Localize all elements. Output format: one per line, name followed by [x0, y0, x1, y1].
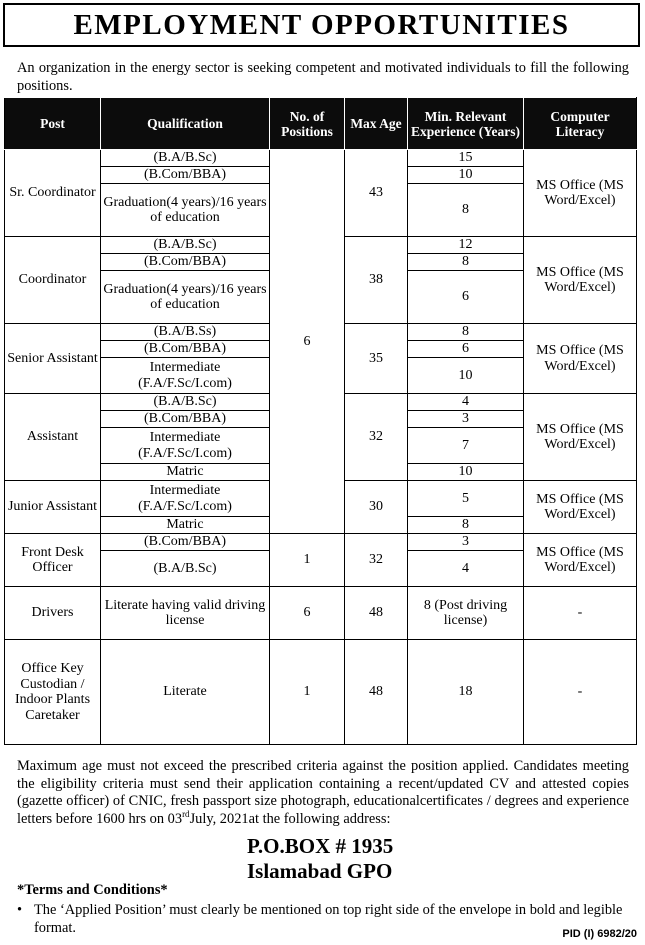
- qualification-cell: Literate: [101, 640, 270, 745]
- table-row: [5, 534, 637, 551]
- post-cell: Senior Assistant: [5, 324, 101, 394]
- experience-cell: 3: [408, 411, 524, 428]
- experience-cell: 8 (Post driving license): [408, 587, 524, 640]
- qualification-cell: (B.Com/BBA): [101, 534, 270, 551]
- experience-cell: 12: [408, 237, 524, 254]
- experience-cell: 10: [408, 167, 524, 184]
- pid-code: PID (I) 6982/20: [562, 928, 637, 940]
- post-cell: Assistant: [5, 394, 101, 481]
- instructions-before: Maximum age must not exceed the prescribed criteria against the position applied. Candidates meeting the eligibility criteria must send their application containing a recent/updated CV and attested copies (gazette officer) of CNIC, fresh passport size photograph, educationalcertificates / degrees and experience letters before 1600 hrs on 03: [17, 758, 629, 827]
- positions-cell: 6: [270, 587, 345, 640]
- experience-cell: 8: [408, 324, 524, 341]
- qualification-cell: (B.Com/BBA): [101, 254, 270, 271]
- qualification-cell: (B.A/B.Ss): [101, 324, 270, 341]
- computer-literacy-cell: -: [524, 640, 637, 745]
- qualification-cell: (B.Com/BBA): [101, 167, 270, 184]
- qualification-cell: Intermediate (F.A/F.Sc/I.com): [101, 481, 270, 517]
- computer-literacy-cell: MS Office (MS Word/Excel): [524, 394, 637, 481]
- computer-literacy-cell: MS Office (MS Word/Excel): [524, 534, 637, 587]
- post-cell: Junior Assistant: [5, 481, 101, 534]
- terms-item-text: The ‘Applied Position’ must clearly be mentioned on top right side of the envelope in bold and legible format.: [34, 902, 623, 936]
- post-cell: Office Key Custodian / Indoor Plants Caretaker: [5, 640, 101, 745]
- max-age-cell: 32: [345, 534, 408, 587]
- max-age-cell: 35: [345, 324, 408, 394]
- max-age-cell: 43: [345, 150, 408, 237]
- positions-table: [4, 97, 637, 745]
- experience-cell: 18: [408, 640, 524, 745]
- experience-cell: 4: [408, 394, 524, 411]
- experience-cell: 4: [408, 551, 524, 587]
- qualification-cell: Graduation(4 years)/16 years of education: [101, 184, 270, 237]
- qualification-cell: Intermediate (F.A/F.Sc/I.com): [101, 358, 270, 394]
- max-age-cell: 30: [345, 481, 408, 534]
- instructions-text: [17, 758, 629, 828]
- intro-text: An organization in the energy sector is seeking competent and motivated individuals to fill the following positions.: [17, 60, 629, 94]
- instructions-superscript: rd: [182, 808, 190, 819]
- post-cell: Drivers: [5, 587, 101, 640]
- qualification-cell: Matric: [101, 464, 270, 481]
- experience-cell: 6: [408, 341, 524, 358]
- experience-cell: 5: [408, 481, 524, 517]
- experience-cell: 3: [408, 534, 524, 551]
- experience-cell: 10: [408, 464, 524, 481]
- experience-cell: 7: [408, 428, 524, 464]
- qualification-cell: Intermediate (F.A/F.Sc/I.com): [101, 428, 270, 464]
- address-line-2: Islamabad GPO: [247, 859, 393, 883]
- max-age-cell: 32: [345, 394, 408, 481]
- experience-cell: 8: [408, 517, 524, 534]
- qualification-cell: (B.A/B.Sc): [101, 237, 270, 254]
- experience-cell: 8: [408, 184, 524, 237]
- qualification-cell: (B.Com/BBA): [101, 411, 270, 428]
- table-row: [5, 640, 637, 745]
- page-title: EMPLOYMENT OPPORTUNITIES: [73, 8, 570, 41]
- post-cell: Coordinator: [5, 237, 101, 324]
- computer-literacy-cell: MS Office (MS Word/Excel): [524, 324, 637, 394]
- experience-cell: 10: [408, 358, 524, 394]
- max-age-cell: 48: [345, 640, 408, 745]
- computer-literacy-cell: MS Office (MS Word/Excel): [524, 481, 637, 534]
- qualification-cell: Matric: [101, 517, 270, 534]
- instructions-after: July, 2021at the following address:: [189, 810, 391, 827]
- positions-cell: 1: [270, 534, 345, 587]
- postal-address: [247, 834, 393, 884]
- terms-title: *Terms and Conditions*: [17, 882, 168, 898]
- computer-literacy-cell: -: [524, 587, 637, 640]
- header-positions: No. of Positions: [270, 98, 345, 150]
- terms-list: [17, 902, 627, 937]
- qualification-cell: Graduation(4 years)/16 years of education: [101, 271, 270, 324]
- bullet-icon: •: [17, 902, 23, 918]
- header-computer-literacy: Computer Literacy: [524, 98, 637, 150]
- post-cell: Sr. Coordinator: [5, 150, 101, 237]
- positions-cell: 6: [270, 150, 345, 534]
- table-body: [5, 150, 637, 745]
- header-experience: Min. Relevant Experience (Years): [408, 98, 524, 150]
- experience-cell: 6: [408, 271, 524, 324]
- qualification-cell: (B.Com/BBA): [101, 341, 270, 358]
- table-row: [5, 150, 637, 167]
- address-line-1: P.O.BOX # 1935: [247, 834, 394, 858]
- qualification-cell: (B.A/B.Sc): [101, 150, 270, 167]
- positions-cell: 1: [270, 640, 345, 745]
- qualification-cell: (B.A/B.Sc): [101, 551, 270, 587]
- table-row: [5, 587, 637, 640]
- max-age-cell: 48: [345, 587, 408, 640]
- terms-item: [17, 902, 627, 937]
- computer-literacy-cell: MS Office (MS Word/Excel): [524, 150, 637, 237]
- experience-cell: 15: [408, 150, 524, 167]
- max-age-cell: 38: [345, 237, 408, 324]
- experience-cell: 8: [408, 254, 524, 271]
- table-header-row: [5, 98, 637, 150]
- header-qualification: Qualification: [101, 98, 270, 150]
- title-box: [3, 3, 640, 47]
- qualification-cell: (B.A/B.Sc): [101, 394, 270, 411]
- post-cell: Front Desk Officer: [5, 534, 101, 587]
- header-post: Post: [5, 98, 101, 150]
- computer-literacy-cell: MS Office (MS Word/Excel): [524, 237, 637, 324]
- qualification-cell: Literate having valid driving license: [101, 587, 270, 640]
- header-max-age: Max Age: [345, 98, 408, 150]
